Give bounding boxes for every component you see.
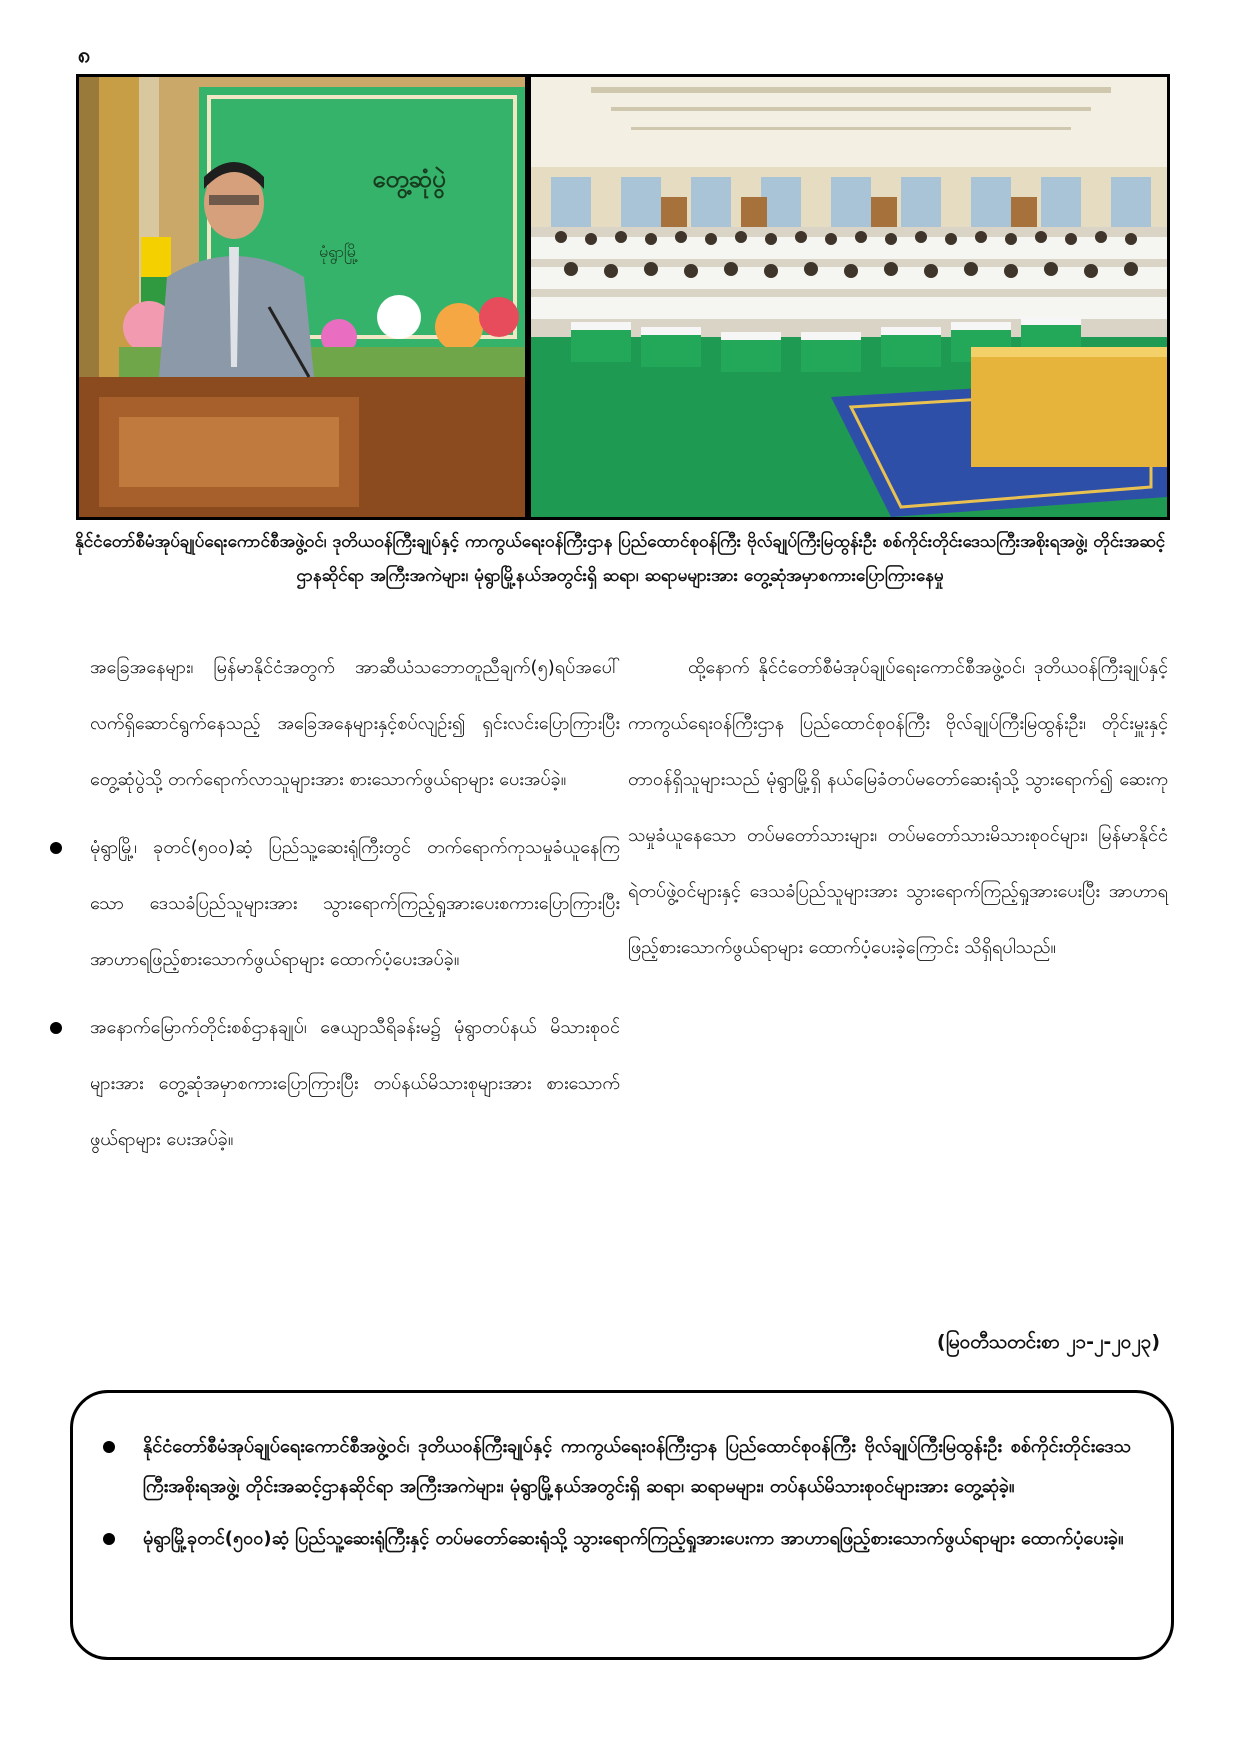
summary-item-1 [143, 1427, 1131, 1507]
right-column [628, 640, 1168, 988]
left-bullet-1 [90, 820, 620, 988]
left-column [90, 640, 620, 1180]
summary-item-1-text: နိုင်ငံတော်စီမံအုပ်ချုပ်ရေးကောင်စီအဖွဲ့ဝင်၊ ဒုတိယဝန်ကြီးချုပ်နှင့် ကာကွယ်ရေးဝန်ကြီးဌာန ပြည်ထောင်စုဝန်ကြီး ဗိုလ်ချုပ်ကြီးမြထွန်းဦး စစ်ကိုင်းတိုင်းဒေသကြီးအစိုးရအဖွဲ့၊ တိုင်းအဆင့်ဌာနဆိုင်ရာ အကြီးအကဲများ၊ မုံရွာမြို့နယ်အတွင်းရှိ ဆရာ၊ ဆရာမများ၊ တပ်နယ်မိသားစုဝင်များအား တွေ့ဆုံခဲ့။ [143, 1436, 1131, 1497]
bullet-icon [50, 842, 62, 854]
summary-item-2 [143, 1519, 1131, 1559]
summary-box [70, 1390, 1174, 1660]
banner-subtext: မုံရွာမြို့ [319, 242, 359, 261]
photo-caption: နိုင်ငံတော်စီမံအုပ်ချုပ်ရေးကောင်စီအဖွဲ့ဝင်၊ ဒုတိယဝန်ကြီးချုပ်နှင့် ကာကွယ်ရေးဝန်ကြီးဌာန ပြည်ထောင်စုဝန်ကြီး ဗိုလ်ချုပ်ကြီးမြထွန်းဦး စစ်ကိုင်းတိုင်းဒေသကြီးအစိုးရအဖွဲ့၊ တိုင်းအဆင့်ဌာနဆိုင်ရာ အကြီးအကဲများ၊ မုံရွာမြို့နယ်အတွင်းရှိ ဆရာ၊ ဆရာမများအား တွေ့ဆုံအမှာစကားပြောကြားနေမှု [74, 532, 1166, 586]
page-number: ၈ [78, 43, 91, 68]
left-bullet-2-text: အနောက်မြောက်တိုင်းစစ်ဌာနချုပ်၊ ဇေယျာသီရိခန်းမ၌ မုံရွာတပ်နယ် မိသားစုဝင်များအား တွေ့ဆုံအမှာစကားပြောကြားပြီး တပ်နယ်မိသားစုများအား စားသောက်ဖွယ်ရာများ ပေးအပ်ခဲ့။ [90, 1017, 620, 1150]
audience-photo [528, 74, 1170, 520]
source-citation: (မြဝတီသတင်းစာ ၂၁-၂-၂၀၂၃) [936, 1331, 1160, 1353]
right-paragraph: ထို့နောက် နိုင်ငံတော်စီမံအုပ်ချုပ်ရေးကောင်စီအဖွဲ့ဝင်၊ ဒုတိယဝန်ကြီးချုပ်နှင့် ကာကွယ်ရေးဝန်ကြီးဌာန ပြည်ထောင်စုဝန်ကြီး ဗိုလ်ချုပ်ကြီးမြထွန်းဦး၊ တိုင်းမှူးနှင့် တာဝန်ရှိသူများသည် မုံရွာမြို့ရှိ နယ်မြေခံတပ်မတော်ဆေးရုံသို့ သွားရောက်၍ ဆေးကုသမှုခံယူနေသော တပ်မတော်သားများ၊ တပ်မတော်သားမိသားစုဝင်များ၊ မြန်မာနိုင်ငံ ရဲတပ်ဖွဲ့ဝင်များနှင့် ဒေသခံပြည်သူများအား သွားရောက်ကြည့်ရှုအားပေးပြီး အာဟာရဖြည့်စားသောက်ဖွယ်ရာများ ထောက်ပံ့ပေးခဲ့ကြောင်း သိရှိရပါသည်။ [628, 657, 1168, 958]
left-bullet-1-text: မုံရွာမြို့၊ ခုတင်(၅၀၀)ဆံ့ ပြည်သူ့ဆေးရုံကြီးတွင် တက်ရောက်ကုသမှုခံယူနေကြသော ဒေသခံပြည်သူများအား သွားရောက်ကြည့်ရှုအားပေးစကားပြောကြားပြီး အာဟာရဖြည့်စားသောက်ဖွယ်ရာများ ထောက်ပံ့ပေးအပ်ခဲ့။ [90, 837, 620, 970]
left-intro-paragraph: အခြေအနေများ၊ မြန်မာနိုင်ငံအတွက် အာဆီယံသဘောတူညီချက်(၅)ရပ်အပေါ် လက်ရှိဆောင်ရွက်နေသည့် အခြေအနေများနှင့်စပ်လျဉ်း၍ ရှင်းလင်းပြောကြားပြီး တွေ့ဆုံပွဲသို့ တက်ရောက်လာသူများအား စားသောက်ဖွယ်ရာများ ပေးအပ်ခဲ့။ [90, 657, 620, 790]
banner-text: တွေ့ဆုံပွဲ [372, 165, 446, 193]
bullet-icon [103, 1441, 115, 1453]
left-bullet-2 [90, 1000, 620, 1168]
bullet-icon [50, 1022, 62, 1034]
summary-item-2-text: မုံရွာမြို့ခုတင်(၅၀၀)ဆံ့ ပြည်သူ့ဆေးရုံကြီးနှင့် တပ်မတော်ဆေးရုံသို့ သွားရောက်ကြည့်ရှုအားပေးကာ အာဟာရဖြည့်စားသောက်ဖွယ်ရာများ ထောက်ပံ့ပေးခဲ့။ [143, 1528, 1124, 1549]
speaker-photo [76, 74, 528, 520]
bullet-icon [103, 1533, 115, 1545]
